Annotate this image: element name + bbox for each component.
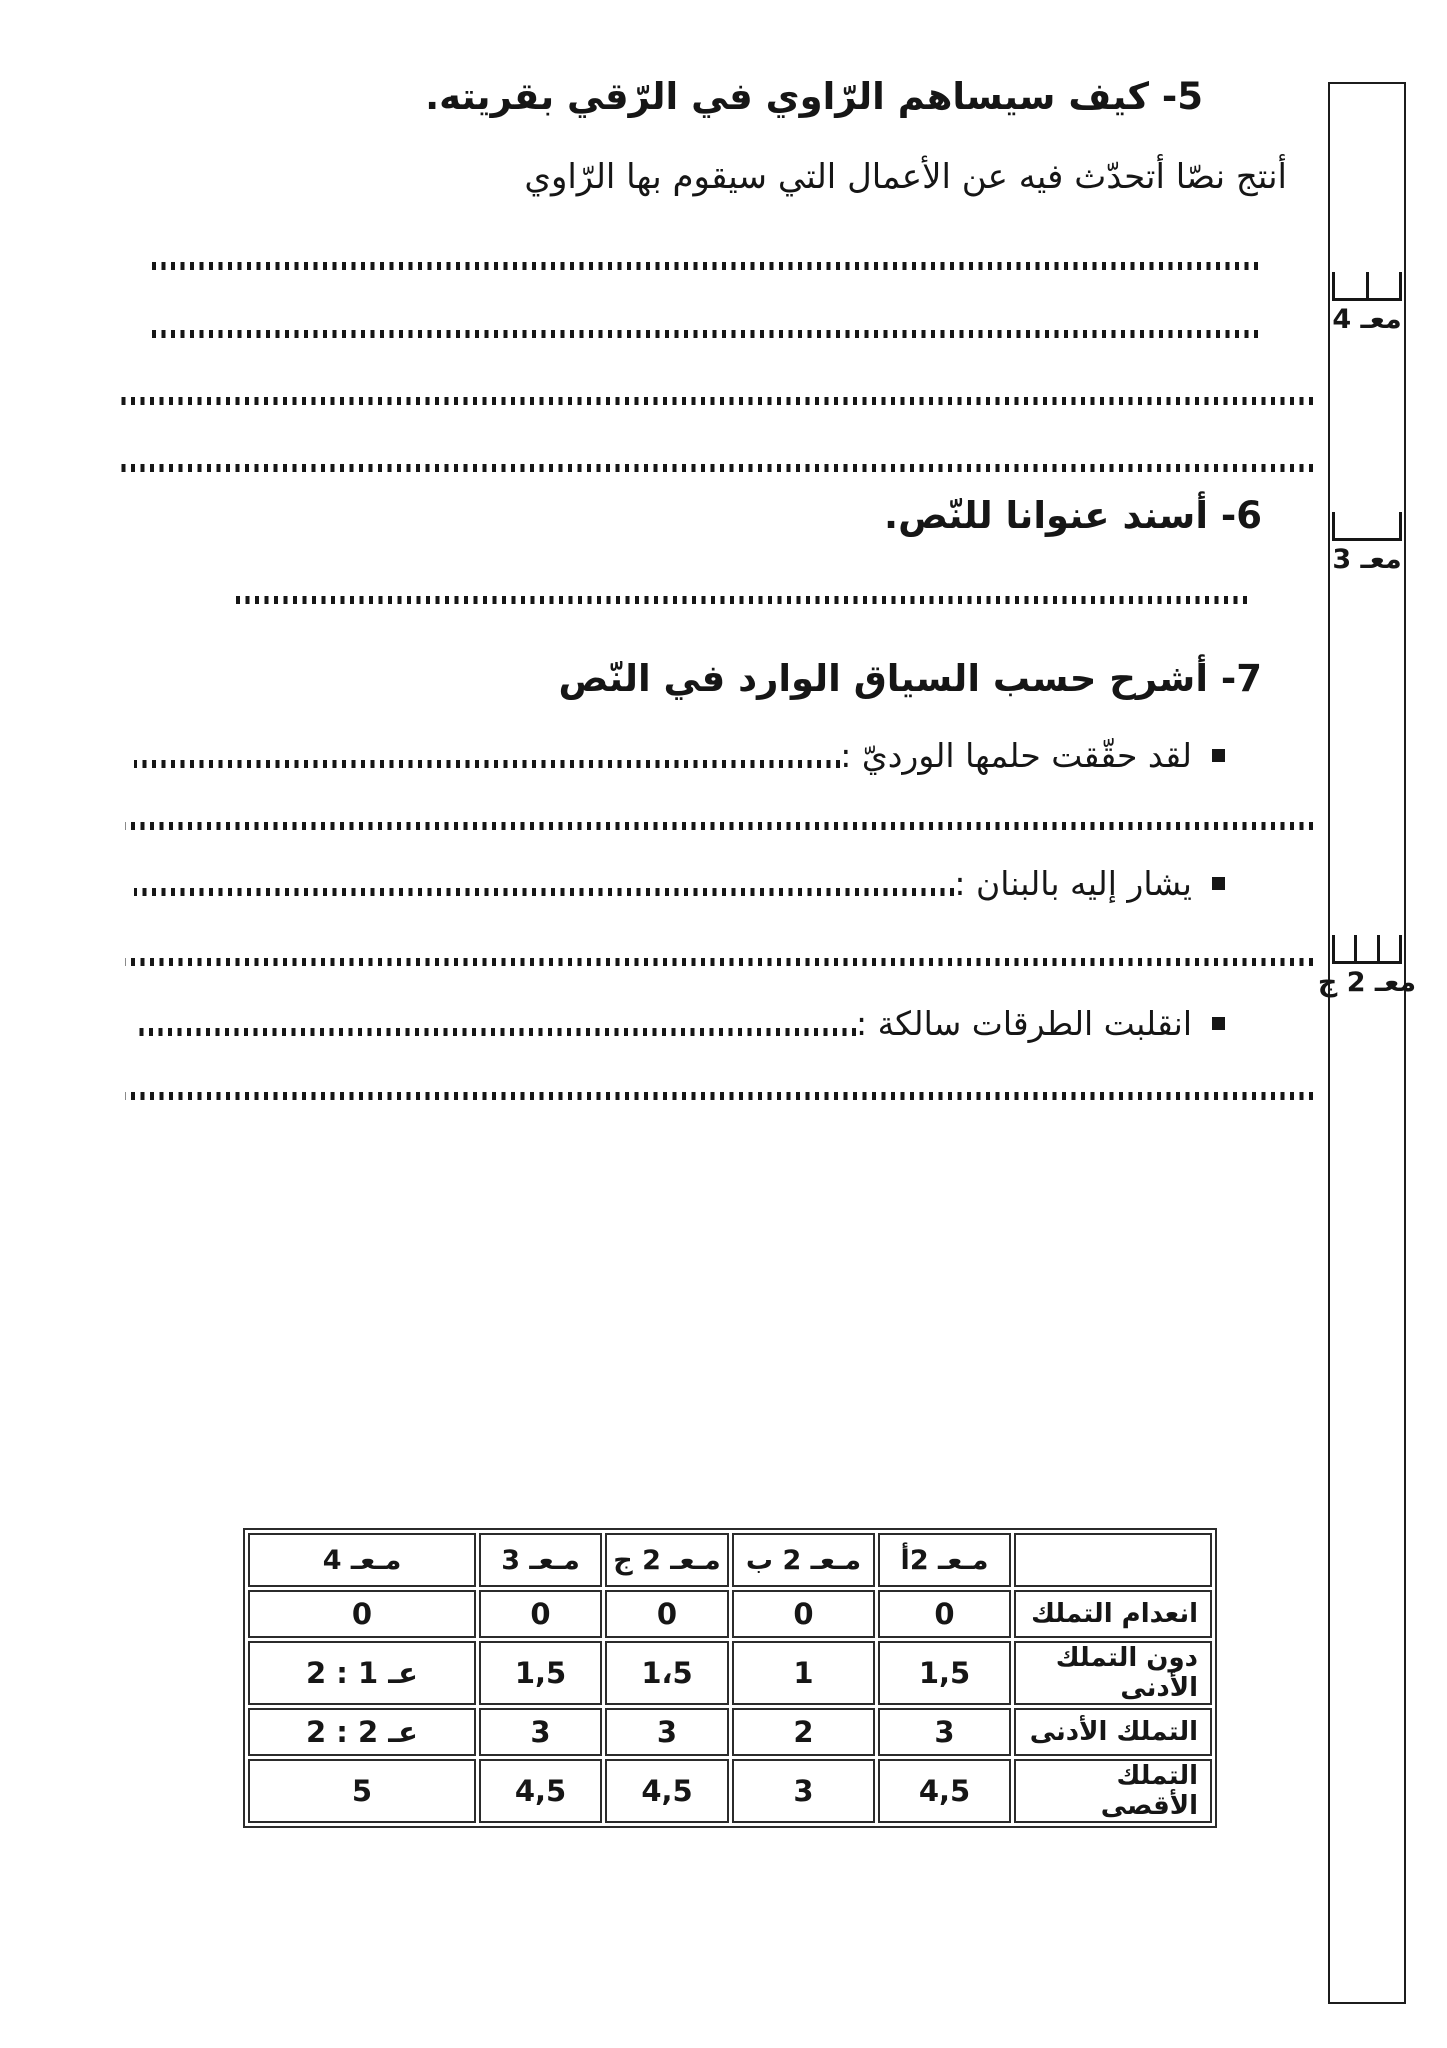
answer-dotted-line	[120, 397, 1313, 405]
score-cell: 0	[605, 1590, 729, 1638]
score-cell: 0	[732, 1590, 875, 1638]
criteria-column-header	[1014, 1533, 1212, 1587]
score-cell: عـ 2 : 2	[248, 1708, 476, 1756]
table-header-row	[248, 1533, 1212, 1587]
table-row	[248, 1641, 1212, 1705]
answer-dotted-line	[125, 1092, 1313, 1100]
score-cell: 5	[248, 1759, 476, 1823]
score-col-header: مـعـ 3	[479, 1533, 602, 1587]
bullet-square-icon	[1212, 749, 1225, 762]
question-6-title: 6- أسند عنوانا للنّص.	[884, 494, 1262, 537]
score-cell: 2	[732, 1708, 875, 1756]
answer-dotted-line	[134, 888, 954, 896]
answer-dotted-line	[150, 330, 1258, 338]
score-boxes-icon	[1332, 935, 1402, 964]
scoring-table	[243, 1528, 1217, 1828]
score-cell: 3	[878, 1708, 1011, 1756]
table-row	[248, 1590, 1212, 1638]
score-cell: 3	[479, 1708, 602, 1756]
score-cell: 1،5	[605, 1641, 729, 1705]
bullet-square-icon	[1212, 877, 1225, 890]
phrase-to-explain: لقد حقّقت حلمها الورديّ :	[840, 736, 1192, 775]
score-boxes-icon	[1332, 512, 1402, 541]
score-col-header: مـعـ 2 ج	[605, 1533, 729, 1587]
table-row	[248, 1708, 1212, 1756]
score-col-header: مـعـ 2أ	[878, 1533, 1011, 1587]
score-cell: 0	[878, 1590, 1011, 1638]
answer-dotted-line	[232, 596, 1247, 604]
grading-margin-column	[1317, 82, 1417, 2004]
question-5-title: 5- كيف سيساهم الرّاوي في الرّقي بقريته.	[425, 75, 1203, 118]
question-7-item	[128, 736, 1225, 776]
score-cell: 3	[732, 1759, 875, 1823]
score-cell: 0	[248, 1590, 476, 1638]
phrase-to-explain: يشار إليه بالبنان :	[954, 864, 1192, 903]
grade-marker	[1317, 935, 1417, 998]
table-row	[248, 1759, 1212, 1823]
answer-dotted-line	[150, 262, 1258, 270]
margin-grade-label: معـ 2 ج	[1317, 967, 1417, 998]
answer-dotted-line	[120, 464, 1313, 472]
score-cell: 1,5	[479, 1641, 602, 1705]
question-5-instruction: أنتج نصّا أتحدّث فيه عن الأعمال التي سيقوم بها الرّاوي	[524, 157, 1287, 197]
score-col-header: مـعـ 4	[248, 1533, 476, 1587]
answer-dotted-line	[134, 760, 840, 768]
grade-marker	[1330, 512, 1404, 575]
score-cell: 4,5	[479, 1759, 602, 1823]
question-7-item	[128, 864, 1225, 904]
score-row-label: التملك الأقصى	[1014, 1759, 1212, 1823]
question-7-item	[128, 1004, 1225, 1044]
score-cell: عـ 1 : 2	[248, 1641, 476, 1705]
grade-marker	[1330, 272, 1404, 335]
margin-grade-label: معـ 4	[1332, 304, 1402, 335]
score-cell: 0	[479, 1590, 602, 1638]
score-row-label: التملك الأدنى	[1014, 1708, 1212, 1756]
score-cell: 1	[732, 1641, 875, 1705]
score-cell: 3	[605, 1708, 729, 1756]
score-row-label: دون التملك الأدنى	[1014, 1641, 1212, 1705]
score-cell: 1,5	[878, 1641, 1011, 1705]
score-col-header: مـعـ 2 ب	[732, 1533, 875, 1587]
answer-dotted-line	[134, 1028, 856, 1036]
score-boxes-icon	[1332, 272, 1402, 301]
score-cell: 4,5	[605, 1759, 729, 1823]
score-cell: 4,5	[878, 1759, 1011, 1823]
score-row-label: انعدام التملك	[1014, 1590, 1212, 1638]
phrase-to-explain: انقلبت الطرقات سالكة :	[856, 1004, 1192, 1043]
bullet-square-icon	[1212, 1017, 1225, 1030]
answer-dotted-line	[125, 958, 1313, 966]
answer-dotted-line	[125, 822, 1313, 830]
margin-grade-label: معـ 3	[1332, 544, 1402, 575]
question-7-title: 7- أشرح حسب السياق الوارد في النّص	[558, 657, 1262, 700]
